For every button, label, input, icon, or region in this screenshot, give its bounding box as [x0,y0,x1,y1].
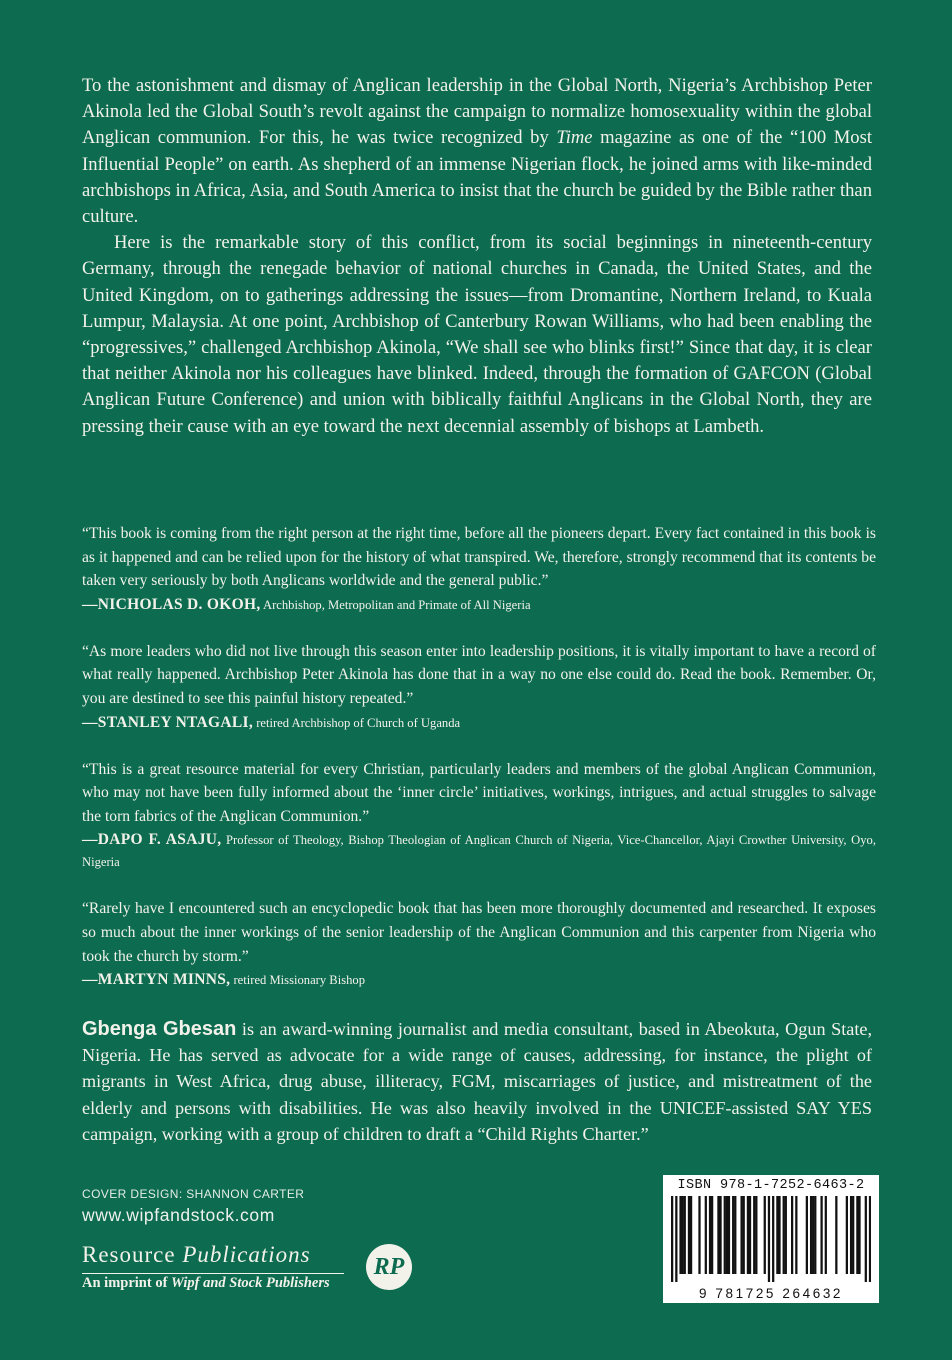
barcode-bar [728,1196,730,1274]
barcode-bar [749,1196,751,1274]
barcode-bar [679,1196,681,1274]
barcode-bar [785,1196,787,1274]
endorsement [82,522,876,616]
endorsement-attribution [82,594,876,616]
description-text: magazine as one of the “100 Most Influential People” on earth. As shepherd of an immense Nigerian flock, he joined arms with like-minded archbishops in Africa, Asia, and South America to insist that the church be guided by the Bible rather than culture. [82,127,873,228]
barcode-bar [671,1196,673,1282]
endorsement [82,897,876,991]
barcode-bar [846,1196,848,1274]
author-name: Gbenga Gbesan [82,1018,237,1040]
endorsement-attribution [82,969,876,991]
endorsement-quote: “Rarely have I encountered such an encyclopedic book that has been more thoroughly documented and researched. It exposes so much about the inner workings of the senior leadership of the Anglican Communion and this carpenter from Nigeria who took the church by storm.” [82,900,876,965]
endorsement [82,640,876,734]
barcode-bar [684,1196,686,1274]
description-text: To the astonishment and dismay of Anglican leadership in the Global North, Nigeria’s Archbishop Peter Akinola led the Global South’s revolt against the campaign to normalize homosexuality within the global Anglican communion. For this, he was twice recognized by [82,75,872,149]
endorsement-attribution [82,712,876,734]
barcode-bar [791,1196,793,1274]
barcode-bar [858,1196,860,1274]
publisher-logo [82,1242,422,1298]
publisher-name [82,1242,311,1268]
barcode-bar [835,1196,837,1274]
barcode-bar [856,1196,858,1274]
rp-emblem-icon: RP [366,1244,412,1290]
barcode-bar [740,1196,742,1274]
isbn-label: ISBN 978-1-7252-6463-2 [677,1178,865,1193]
barcode-bar [772,1196,774,1282]
barcode-bar [726,1196,728,1274]
barcode-bar [711,1196,713,1274]
author-bio-text: is an award-winning journalist and media consultant, based in Abeokuta, Ogun State, Nigeria. He has served as advocate for a wide range of causes, addressing, for instance, the plight of migrants in West Africa, drug abuse, illiteracy, FGM, miscarriages of justice, and mistreatment of the elderly and persons with disabilities. He was also heavily involved in the UNICEF-assisted SAY YES campaign, working with a group of children to draft a “Child Rights Charter.” [82,1019,872,1144]
barcode-bar [806,1196,808,1274]
endorsement-quote: “This book is coming from the right person at the right time, before all the pioneers depart. Every fact contained in this book is as it happened and can be relied upon for the history of what transpired. We, therefore, strongly recommend that its contents be taken very seriously by both Anglicans worldwide and the general public.” [82,525,876,590]
barcode-bar [709,1196,711,1274]
barcode-bars-icon [671,1196,871,1282]
isbn-barcode [663,1175,879,1303]
endorsement-attribution [82,829,876,873]
imprint-name: Wipf and Stock Publishers [171,1275,330,1291]
barcode-bar [850,1196,852,1274]
endorser-name: —MARTYN MINNS, [82,971,231,989]
barcode-bar [825,1196,827,1274]
publisher-name-regular: Resource [82,1242,183,1267]
barcode-bar [698,1196,700,1274]
magazine-title: Time [556,127,593,149]
description-paragraph-1 [82,73,872,230]
barcode-bar [810,1196,812,1274]
barcode-bar [764,1196,766,1274]
endorser-name: —DAPO F. ASAJU, [82,831,222,849]
barcode-bar [753,1196,755,1274]
endorser-role: retired Archbishop of Church of Uganda [253,715,461,730]
endorsement-quote: “As more leaders who did not live through this season enter into leadership positions, it is vitally important to have a record of what really happened. Archbishop Peter Akinola has done that in a way no one else could do. Read the book. Remember. Or, you are destined to see this painful history repeated.” [82,642,876,707]
book-description [82,73,872,440]
cover-design-credit: COVER DESIGN: SHANNON CARTER [82,1187,305,1201]
publisher-imprint [82,1275,330,1292]
barcode-bar [776,1196,778,1274]
barcode-bar [675,1196,677,1282]
barcode-bar [814,1196,816,1274]
barcode-bar [732,1196,734,1274]
barcode-bar [719,1196,721,1274]
publisher-divider [82,1273,344,1274]
barcode-bar [865,1196,867,1282]
endorsement [82,758,876,874]
endorser-role: Archbishop, Metropolitan and Primate of All Nigeria [260,597,531,612]
barcode-bar [688,1196,690,1274]
barcode-bar [705,1196,707,1274]
imprint-prefix: An imprint of [82,1275,172,1291]
barcode-bar [869,1196,871,1282]
barcode-bar [820,1196,822,1274]
publisher-name-italic: Publications [182,1242,311,1267]
endorsement-quote: “This is a great resource material for every Christian, particularly leaders and members of the global Anglican Communion, who may not have been fully informed about the ‘inner circle’ initiatives, workings, intrigues, and actual struggles to salvage the torn fabrics of the Anglican Communion.” [82,760,876,825]
barcode-bar [724,1196,726,1274]
barcode-bar [747,1196,749,1274]
barcode-bar [852,1196,854,1274]
endorser-role: Professor of Theology, Bishop Theologian of Anglican Church of Nigeria, Vice-Chancellor, Ajayi Crowther University, Oyo, Nigeria [82,833,876,870]
barcode-bar [783,1196,785,1274]
endorsements [82,522,876,1015]
barcode-bar [795,1196,797,1274]
barcode-bar [734,1196,736,1274]
barcode-bar [755,1196,757,1274]
endorser-role: retired Missionary Bishop [230,973,365,988]
barcode-bar [690,1196,692,1274]
barcode-bar [768,1196,770,1282]
barcode-bar [717,1196,719,1274]
description-paragraph-2: Here is the remarkable story of this conflict, from its social beginnings in nineteenth-century Germany, through the renegade behavior of national churches in Canada, the United States, and the United Kingdom, on to gatherings addressing the issues—from Dromantine, Northern Ireland, to Kuala Lumpur, Malaysia. At one point, Archbishop of Canterbury Rowan Williams, who had been enabling the “progressives,” challenged Archbishop Akinola, “We shall see who blinks first!” Since that day, it is clear that neither Akinola nor his colleagues have blinked. Indeed, through the formation of GAFCON (Global Anglican Future Conference) and union with biblically faithful Anglicans in the Global North, they are pressing their cause with an eye toward the next decennial assembly of bishops at Lambeth. [82,232,872,437]
credits [82,1187,304,1226]
barcode-digits: 9 781725 264632 [698,1286,844,1301]
barcode-bar [812,1196,814,1274]
endorser-name: —NICHOLAS D. OKOH, [82,595,261,613]
author-bio [82,1016,872,1147]
endorser-name: —STANLEY NTAGALI, [82,713,254,731]
publisher-website-link[interactable]: www.wipfandstock.com [82,1205,275,1225]
barcode-bar [682,1196,684,1274]
barcode-bar [743,1196,745,1274]
barcode-bar [778,1196,780,1274]
